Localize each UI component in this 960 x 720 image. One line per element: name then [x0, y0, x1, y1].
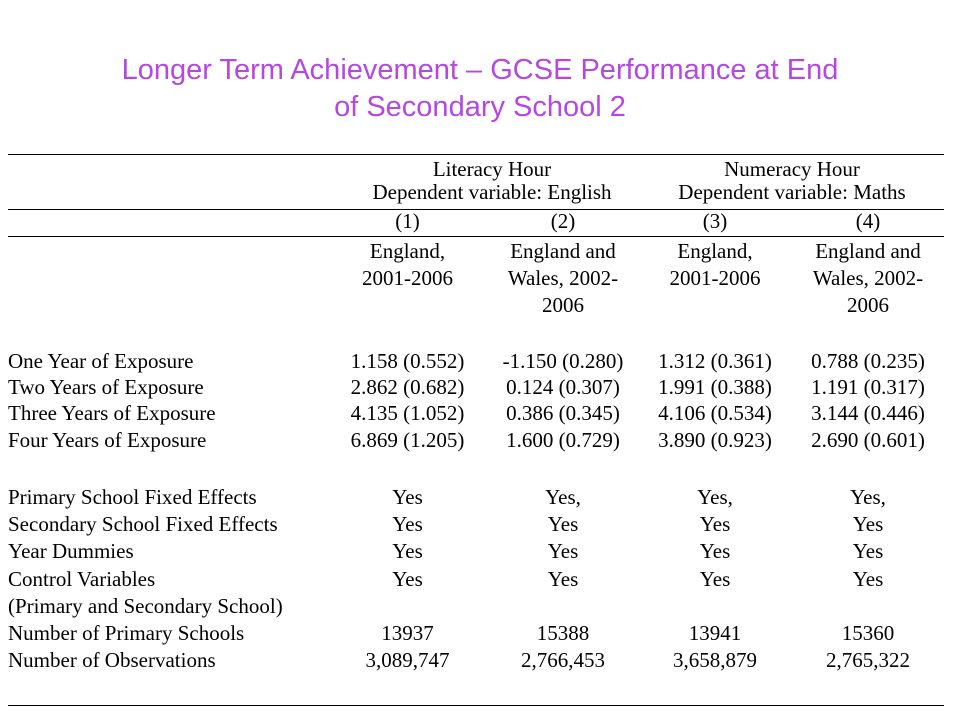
table-bottom-rule: [8, 705, 944, 706]
table-cell: Yes: [852, 567, 884, 591]
column-number: (2): [550, 209, 576, 233]
row-label: Primary School Fixed Effects: [8, 485, 257, 509]
row-label: Four Years of Exposure: [8, 428, 207, 452]
column-number: (1): [395, 209, 420, 233]
table-cell: 0.386 (0.345): [506, 401, 620, 425]
table-cell: 0.124 (0.307): [506, 375, 620, 399]
table-cell: 3.890 (0.923): [658, 428, 772, 452]
literacy-header-line1: Literacy Hour: [432, 157, 552, 181]
row-label-note: (Primary and Secondary School): [8, 594, 283, 618]
row-label: Three Years of Exposure: [8, 401, 216, 425]
table-cell: Yes: [392, 512, 423, 536]
table-cell: Yes: [547, 567, 579, 591]
table-cell: 6.869 (1.205): [350, 428, 465, 452]
numeracy-header-line1: Numeracy Hour: [724, 157, 860, 181]
table-cell: 4.135 (1.052): [350, 401, 465, 425]
table-cell: Yes: [699, 512, 731, 536]
table-cell: 2,765,322: [826, 648, 910, 672]
table-cell: Yes: [392, 539, 423, 563]
slide-title-line1: Longer Term Achievement – GCSE Performance at End: [121, 54, 839, 86]
literacy-header-line2: Dependent variable: English: [372, 180, 612, 204]
table-cell: 1.191 (0.317): [811, 375, 925, 399]
table-cell: 1.600 (0.729): [506, 428, 620, 452]
sample-label: Wales, 2002-: [507, 266, 619, 290]
table-cell: Yes: [547, 512, 579, 536]
table-cell: 4.106 (0.534): [658, 401, 772, 425]
column-number: (4): [855, 209, 881, 233]
table-cell: Yes: [392, 485, 423, 509]
sample-label: 2006: [847, 293, 889, 317]
table-cell: Yes: [852, 539, 884, 563]
row-label: Control Variables: [8, 567, 156, 591]
table-cell: 2,766,453: [521, 648, 605, 672]
table-cell: 3,658,879: [673, 648, 757, 672]
sample-label: England,: [677, 239, 753, 263]
row-label: Year Dummies: [8, 539, 134, 563]
table-cell: Yes: [392, 567, 423, 591]
slide-title-line2: of Secondary School 2: [334, 91, 626, 123]
sample-label: 2006: [542, 293, 584, 317]
table-cell: 15388: [536, 621, 590, 645]
table-top-rule: [8, 154, 944, 155]
sample-label: England,: [369, 239, 446, 263]
column-number: (3): [702, 209, 728, 233]
colnum-rule: [8, 236, 944, 237]
table-cell: Yes: [699, 567, 731, 591]
row-label: Secondary School Fixed Effects: [8, 512, 278, 536]
table-cell: 13937: [381, 621, 434, 645]
table-cell: 1.158 (0.552): [350, 349, 465, 373]
table-cell: Yes: [547, 539, 579, 563]
row-label: Number of Primary Schools: [8, 621, 245, 645]
regression-table: [8, 154, 944, 708]
sample-label: 2001-2006: [669, 266, 761, 290]
table-cell: Yes: [699, 539, 731, 563]
table-cell: 1.991 (0.388): [658, 375, 772, 399]
table-cell: Yes,: [545, 485, 581, 509]
row-label: Number of Observations: [8, 648, 216, 672]
table-cell: 3.144 (0.446): [811, 401, 925, 425]
sample-label: 2001-2006: [362, 266, 453, 290]
row-label: Two Years of Exposure: [8, 375, 204, 399]
slide-title: [0, 52, 960, 126]
table-cell: 3,089,747: [365, 648, 450, 672]
table-cell: 2.862 (0.682): [350, 375, 465, 399]
numeracy-header-line2: Dependent variable: Maths: [678, 180, 906, 204]
row-label: One Year of Exposure: [8, 349, 194, 373]
sample-label: England and: [510, 239, 616, 263]
table-cell: 13941: [688, 621, 742, 645]
table-cell: 2.690 (0.601): [811, 428, 925, 452]
table-cell: Yes,: [850, 485, 886, 509]
table-cell: 15360: [841, 621, 895, 645]
table-cell: -1.150 (0.280): [502, 349, 624, 373]
table-cell: Yes: [852, 512, 884, 536]
table-cell: 1.312 (0.361): [658, 349, 772, 373]
sample-label: England and: [815, 239, 921, 263]
sample-label: Wales, 2002-: [812, 266, 924, 290]
table-cell: Yes,: [697, 485, 733, 509]
table-cell: 0.788 (0.235): [811, 349, 925, 373]
